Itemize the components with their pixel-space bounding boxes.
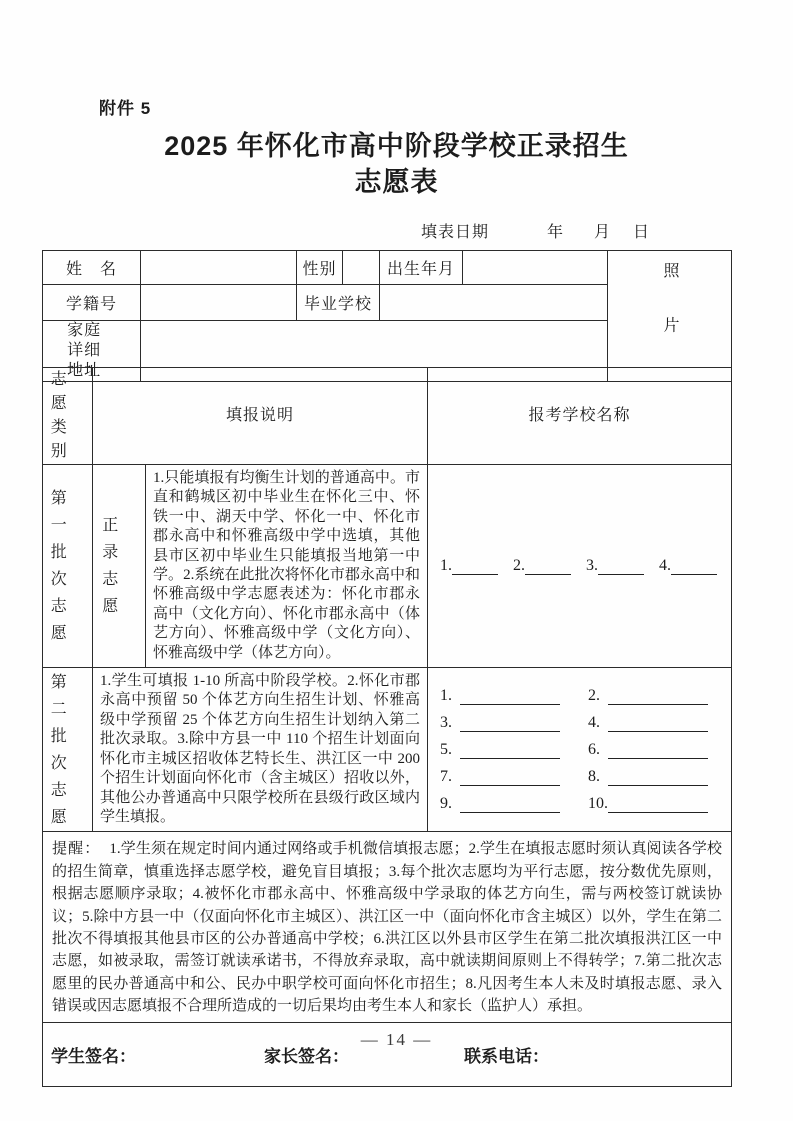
blank-line: [525, 560, 571, 575]
batch2-school-slots: [428, 668, 732, 832]
volunteer-table: [42, 367, 732, 1087]
fill-date-label: 填表日期: [420, 224, 489, 241]
birth-date-label: 出生年月: [380, 251, 463, 285]
student-id-label: 学籍号: [43, 285, 141, 321]
photo-label: 照片: [661, 262, 678, 372]
attachment-label: 附件 5: [99, 99, 152, 118]
batch1-slot-2: 2.: [513, 557, 571, 575]
form-title-line2: 志愿表: [354, 167, 439, 197]
batch1-slot-1: 1.: [440, 557, 498, 575]
reminder-label: 提醒：: [52, 841, 101, 858]
batch2-slot-9: 9.: [440, 795, 588, 813]
day-label: 日: [632, 224, 650, 241]
student-signature-label: 学生签名：: [51, 1046, 136, 1066]
batch2-instructions: 1.学生可填报 1-10 所高中阶段学校。2.怀化市郡永高中预留 50 个体艺方向生招生计划、怀雅高级中学预留 25 个体艺方向生招生计划纳入第二批次录取。3.除中方县一中 110 个招生计划面向怀化市主城区招收体艺特长生、洪江区一中 200 个招生计划面向怀化市（含主城区）招收以外，其他公办普通高中只限学校所在县级行政区域内学生填报。: [93, 668, 428, 832]
batch2-slot-3: 3.: [440, 714, 588, 732]
batch1-subcategory-label: 正录志愿: [93, 465, 146, 668]
batch2-slot-8: 8.: [588, 768, 736, 786]
batch2-category-label: 第二批次志愿: [43, 668, 93, 832]
form-title: [0, 128, 793, 200]
batch2-slot-5: 5.: [440, 741, 588, 759]
batch2-slot-7: 7.: [440, 768, 588, 786]
batch2-slot-6: 6.: [588, 741, 736, 759]
form-title-line1: 2025 年怀化市高中阶段学校正录招生: [164, 131, 629, 161]
month-label: 月: [593, 224, 611, 241]
blank-line: [452, 560, 498, 575]
name-label: 姓 名: [43, 251, 141, 285]
blank-line: [608, 798, 708, 813]
blank-line: [608, 690, 708, 705]
column-header-category: 志愿类别: [43, 368, 93, 465]
graduation-school-value-cell: [380, 285, 608, 321]
graduation-school-label: 毕业学校: [297, 285, 380, 321]
batch2-slot-4: 4.: [588, 714, 736, 732]
reminder-section: [43, 832, 732, 1022]
reminder-text: 1.学生须在规定时间内通过网络或手机微信填报志愿；2.学生在填报志愿时须认真阅读各学校的招生简章，慎重选择志愿学校，避免盲目填报；3.每个批次志愿均为平行志愿，按分数优先原则，根据志愿顺序录取；4.被怀化市郡永高中、怀雅高级中学录取的体艺方向生，需与两校签订就读协议；5.除中方县一中（仅面向怀化市主城区）、洪江区一中（面向怀化市含主城区）以外，学生在第二批次不得填报其他县市区的公办普通高中学校；6.洪江区以外县市区学生在第二批次填报洪江区一中志愿，如被录取，需签订就读承诺书，不得放弃录取，高中就读期间原则上不得转学；7.第二批次志愿里的民办普通高中和公、民办中职学校可面向怀化市招生；8.凡因考生本人未及时填报志愿、录入错误或因志愿填报不合理所造成的一切后果均由考生本人和家长（监护人）承担。: [52, 841, 723, 1015]
photo-box: [608, 251, 732, 382]
home-address-label: 家庭详细地址: [43, 321, 141, 382]
batch1-slot-3: 3.: [586, 557, 644, 575]
blank-line: [608, 744, 708, 759]
batch1-category-label: 第一批次志愿: [43, 465, 93, 668]
blank-line: [598, 560, 644, 575]
contact-phone-label: 联系电话：: [464, 1046, 549, 1066]
parent-signature-label: 家长签名：: [264, 1046, 349, 1066]
blank-line: [608, 717, 708, 732]
batch1-slot-4: 4.: [659, 557, 717, 575]
blank-line: [460, 690, 560, 705]
name-value-cell: [141, 251, 297, 285]
column-header-instructions: 填报说明: [93, 368, 428, 465]
blank-line: [460, 798, 560, 813]
batch2-slot-2: 2.: [588, 687, 736, 705]
personal-info-table: [42, 250, 732, 382]
batch2-slot-1: 1.: [440, 687, 588, 705]
year-label: 年: [546, 224, 564, 241]
student-id-value-cell: [141, 285, 297, 321]
gender-value-cell: [343, 251, 380, 285]
blank-line: [671, 560, 717, 575]
birth-date-value-cell: [463, 251, 608, 285]
blank-line: [608, 771, 708, 786]
batch2-slot-10: 10.: [588, 795, 736, 813]
page-number: — 14 —: [360, 1030, 433, 1049]
column-header-school-names: 报考学校名称: [428, 368, 732, 465]
blank-line: [460, 744, 560, 759]
fill-date-row: [0, 219, 793, 242]
batch1-instructions: 1.只能填报有均衡生计划的普通高中。市直和鹤城区初中毕业生在怀化三中、怀铁一中、湖天中学、怀化一中、怀化市郡永高中和怀雅高级中学中选填，其他县市区初中毕业生只能填报当地第一中学。2.系统在此批次将怀化市郡永高中和怀雅高级中学志愿表述为：怀化市郡永高中（文化方向）、怀化市郡永高中（体艺方向）、怀雅高级中学（文化方向）、怀雅高级中学（体艺方向）。: [146, 465, 428, 668]
gender-label: 性别: [297, 251, 343, 285]
batch1-school-slots: [428, 465, 732, 668]
blank-line: [460, 717, 560, 732]
blank-line: [460, 771, 560, 786]
